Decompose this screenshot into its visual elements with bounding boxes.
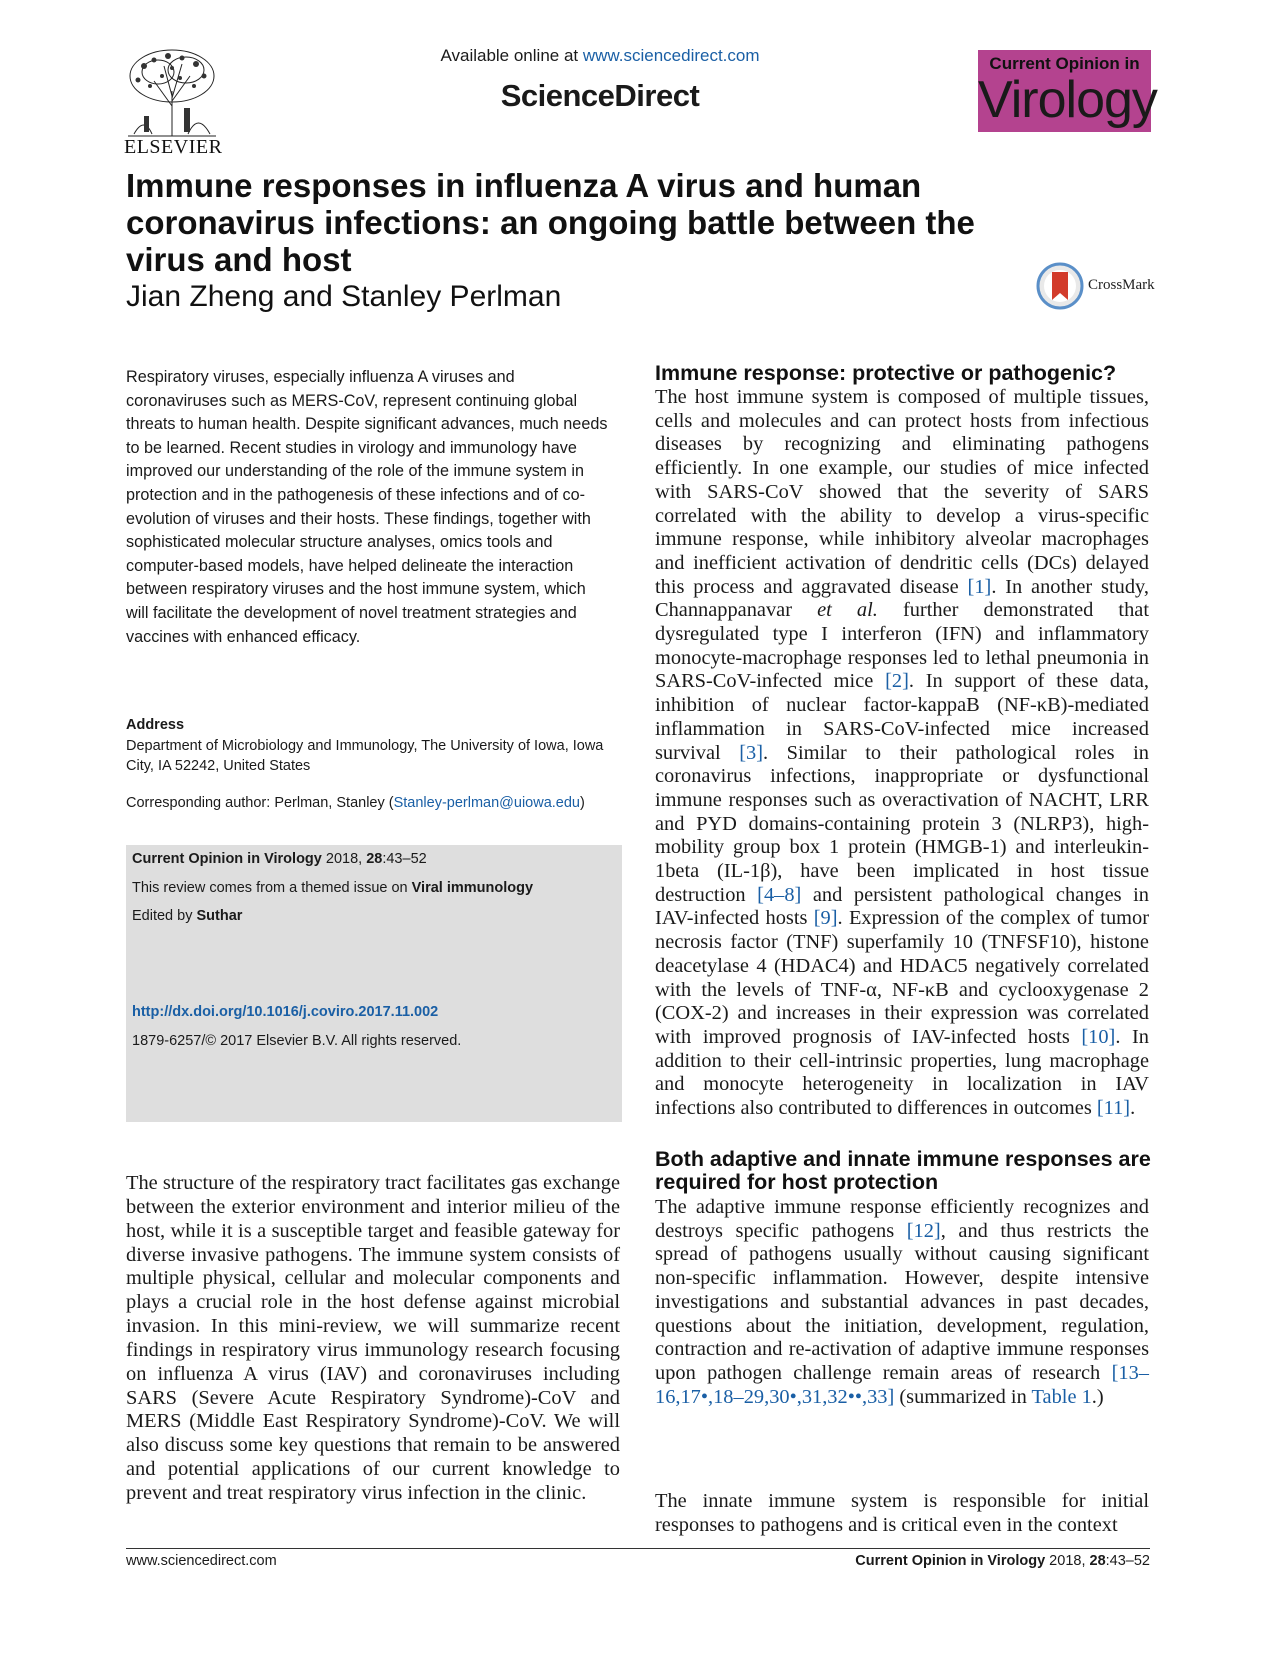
availability-prefix: Available online at — [440, 46, 583, 65]
s1-text-7: . Expression of the complex of tumor necrosis factor (TNF) superfamily 10 (TNFSF10), histone deacetylase 4 (HDAC4) and HDAC5 negatively correlated with the levels of TNF-α, NF-κB and cyclooxygenase 2 (COX-2) and increases in their expression was correlated with improved prognosis of IAV-infected hosts — [655, 907, 1149, 1048]
s2-text-4: .) — [1091, 1385, 1104, 1408]
publisher-wordmark: ELSEVIER — [124, 136, 223, 158]
footer-rule — [126, 1548, 1150, 1549]
ref-link[interactable]: [12] — [906, 1219, 941, 1242]
s2-text-2: , and thus restricts the spread of pathogens usually without causing significant non-specific inflammation. However, despite intensive investigations and substantial advances in past decades, questions about the initiation, development, regulation, contraction and re-activation of adaptive immune responses upon pathogen challenge remain areas of research — [655, 1219, 1149, 1384]
citation-volume: 28 — [366, 851, 383, 867]
editor-prefix: Edited by — [132, 908, 197, 924]
theme-prefix: This review comes from a themed issue on — [132, 880, 412, 896]
s2-text-1: The adaptive immune response efficiently recognizes and destroys specific pathogens — [655, 1196, 1149, 1242]
footer-volume: 28 — [1089, 1553, 1106, 1569]
citation-pages: :43–52 — [382, 851, 427, 867]
section1-paragraph — [655, 386, 1149, 1121]
crossmark-label: CrossMark — [1088, 277, 1155, 293]
ref-link[interactable]: [11] — [1096, 1097, 1131, 1120]
s1-text-1: The host immune system is composed of multiple tissues, cells and molecules and can protect hosts from infectious diseases by recognizing and eliminating pathogens efficiently. In one example, our studies of mice infected with SARS-CoV showed that the severity of SARS correlated with the ability to develop a virus-specific immune response, while inhibitory alveolar macrophages and inefficient activation of dendritic cells (DCs) delayed this process and aggravated disease — [655, 386, 1149, 598]
citation-journal: Current Opinion in Virology — [132, 851, 322, 867]
crossmark-badge[interactable] — [1036, 262, 1156, 312]
s1-text-3: further demonstrated that dysregulated type I interferon (IFN) and inflammatory monocyte-macrophage responses led to lethal pneumonia in SARS-CoV-infected mice — [655, 599, 1149, 693]
s1-text-5: . Similar to their pathological roles in coronavirus infections, inappropriate or dysfunctional immune responses such as overactivation of NACHT, LRR and PYD domains-containing protein 3 (NLRP3), high-mobility group box 1 protein (HMGB-1) and interleukin-1beta (IL-1β), have been implicated in host tissue destruction — [655, 741, 1149, 906]
journal-badge-line2: Virology — [978, 71, 1157, 129]
footer-url[interactable]: www.sciencedirect.com — [126, 1553, 277, 1569]
section2-paragraph-2: The innate immune system is responsible for initial responses to pathogens and is critical even in the context — [655, 1490, 1149, 1536]
ref-link[interactable]: [9] — [813, 907, 838, 930]
section1-heading: Immune response: protective or pathogenic? — [655, 361, 1117, 385]
s1-text-8: . In addition to their cell-intrinsic properties, lung macrophage and monocyte heterogeneity in localization in IAV infections also contributed to differences in outcomes — [655, 1025, 1150, 1120]
abstract-text: Respiratory viruses, especially influenza A viruses and coronaviruses such as MERS-CoV, represent continuing global threats to human health. Despite significant advances, much needs to be learned. Recent studies in virology and immunology have improved our understanding of the role of the immune system in protection and in the pathogenesis of these infections and of co-evolution of viruses and their hosts. These findings, together with sophisticated molecular structure analyses, omics tools and computer-based models, have helped delineate the interaction between respiratory viruses and the host immune system, which will facilitate the development of novel treatment strategies and vaccines with enhanced efficacy. — [126, 368, 608, 646]
footer-journal: Current Opinion in Virology — [855, 1553, 1046, 1569]
ref-link[interactable]: [1] — [967, 575, 992, 598]
intro-paragraph: The structure of the respiratory tract facilitates gas exchange between the exterior environment and interior milieu of the host, while it is a susceptible target and feasible gateway for diverse invasive pathogens. The immune system consists of multiple physical, cellular and molecular components and plays a crucial role in the host defense against microbial invasion. In this mini-review, we will summarize recent findings in respiratory virus immunology research focusing on influenza A virus (IAV) and coronaviruses including SARS (Severe Acute Respiratory Syndrome)-CoV and MERS (Middle East Respiratory Syndrome)-CoV. We will also discuss some key questions that remain to be answered and potential applications of our current knowledge to prevent and treat respiratory virus infection in the clinic. — [126, 1172, 620, 1504]
article-title: Immune responses in influenza A virus and human coronavirus infections: an ongoing battle between the virus and host — [126, 167, 975, 278]
corresponding-author — [126, 795, 646, 811]
theme-line — [132, 880, 533, 896]
article-authors: Jian Zheng and Stanley Perlman — [126, 280, 562, 313]
ref-link[interactable]: [10] — [1081, 1025, 1116, 1048]
s1-etal: et al. — [817, 599, 878, 622]
table-link[interactable]: Table 1 — [1031, 1385, 1092, 1408]
footer-citation — [855, 1553, 1150, 1569]
footer-pages: :43–52 — [1105, 1553, 1150, 1569]
editor-name: Suthar — [196, 908, 243, 924]
s1-text-9: . — [1130, 1097, 1136, 1120]
citation-year: 2018, — [321, 851, 367, 867]
footer-year: 2018, — [1045, 1553, 1090, 1569]
availability-line — [300, 46, 900, 66]
crossmark-icon — [1036, 262, 1084, 310]
journal-badge — [978, 50, 1157, 132]
citation-line — [132, 851, 427, 867]
theme-name: Viral immunology — [411, 880, 534, 896]
platform-name: ScienceDirect — [500, 78, 700, 113]
section2-paragraph-1 — [655, 1196, 1149, 1409]
ref-link[interactable]: [4–8] — [757, 883, 802, 906]
author-email-link[interactable]: Stanley-perlman@uiowa.edu — [393, 795, 580, 811]
copyright-line: 1879-6257/© 2017 Elsevier B.V. All rights reserved. — [132, 1033, 462, 1049]
ref-link[interactable]: [2] — [885, 670, 909, 693]
s1-text-4: . In support of these data, inhibition of nuclear factor-kappaB (NF-κB)-mediated inflammation in SARS-CoV-infected mice increased survival — [655, 670, 1149, 764]
corresponding-suffix: ) — [580, 795, 585, 811]
section2-heading: Both adaptive and innate immune responses are required for host protection — [655, 1147, 1151, 1194]
address-text: Department of Microbiology and Immunology, The University of Iowa, Iowa City, IA 52242, United States — [126, 738, 604, 774]
s1-text-2: . In another study, Channappanavar — [655, 575, 1149, 622]
journal-badge-line1: Current Opinion in — [989, 54, 1140, 73]
s2-text-3: (summarized in — [894, 1385, 1032, 1408]
address-heading: Address — [126, 717, 185, 733]
article-info-box — [126, 845, 622, 1122]
corresponding-prefix: Corresponding author: Perlman, Stanley ( — [126, 795, 394, 811]
sciencedirect-link[interactable]: www.sciencedirect.com — [582, 46, 760, 65]
s1-text-6: and persistent pathological changes in IAV-infected hosts — [655, 883, 1149, 930]
doi-link[interactable]: http://dx.doi.org/10.1016/j.coviro.2017.11.002 — [132, 1004, 439, 1020]
ref-link[interactable]: [3] — [739, 741, 764, 764]
editor-line — [132, 908, 242, 924]
ref-link[interactable]: [13–16,17•,18–29,30•,31,32••,33] — [655, 1361, 1149, 1408]
